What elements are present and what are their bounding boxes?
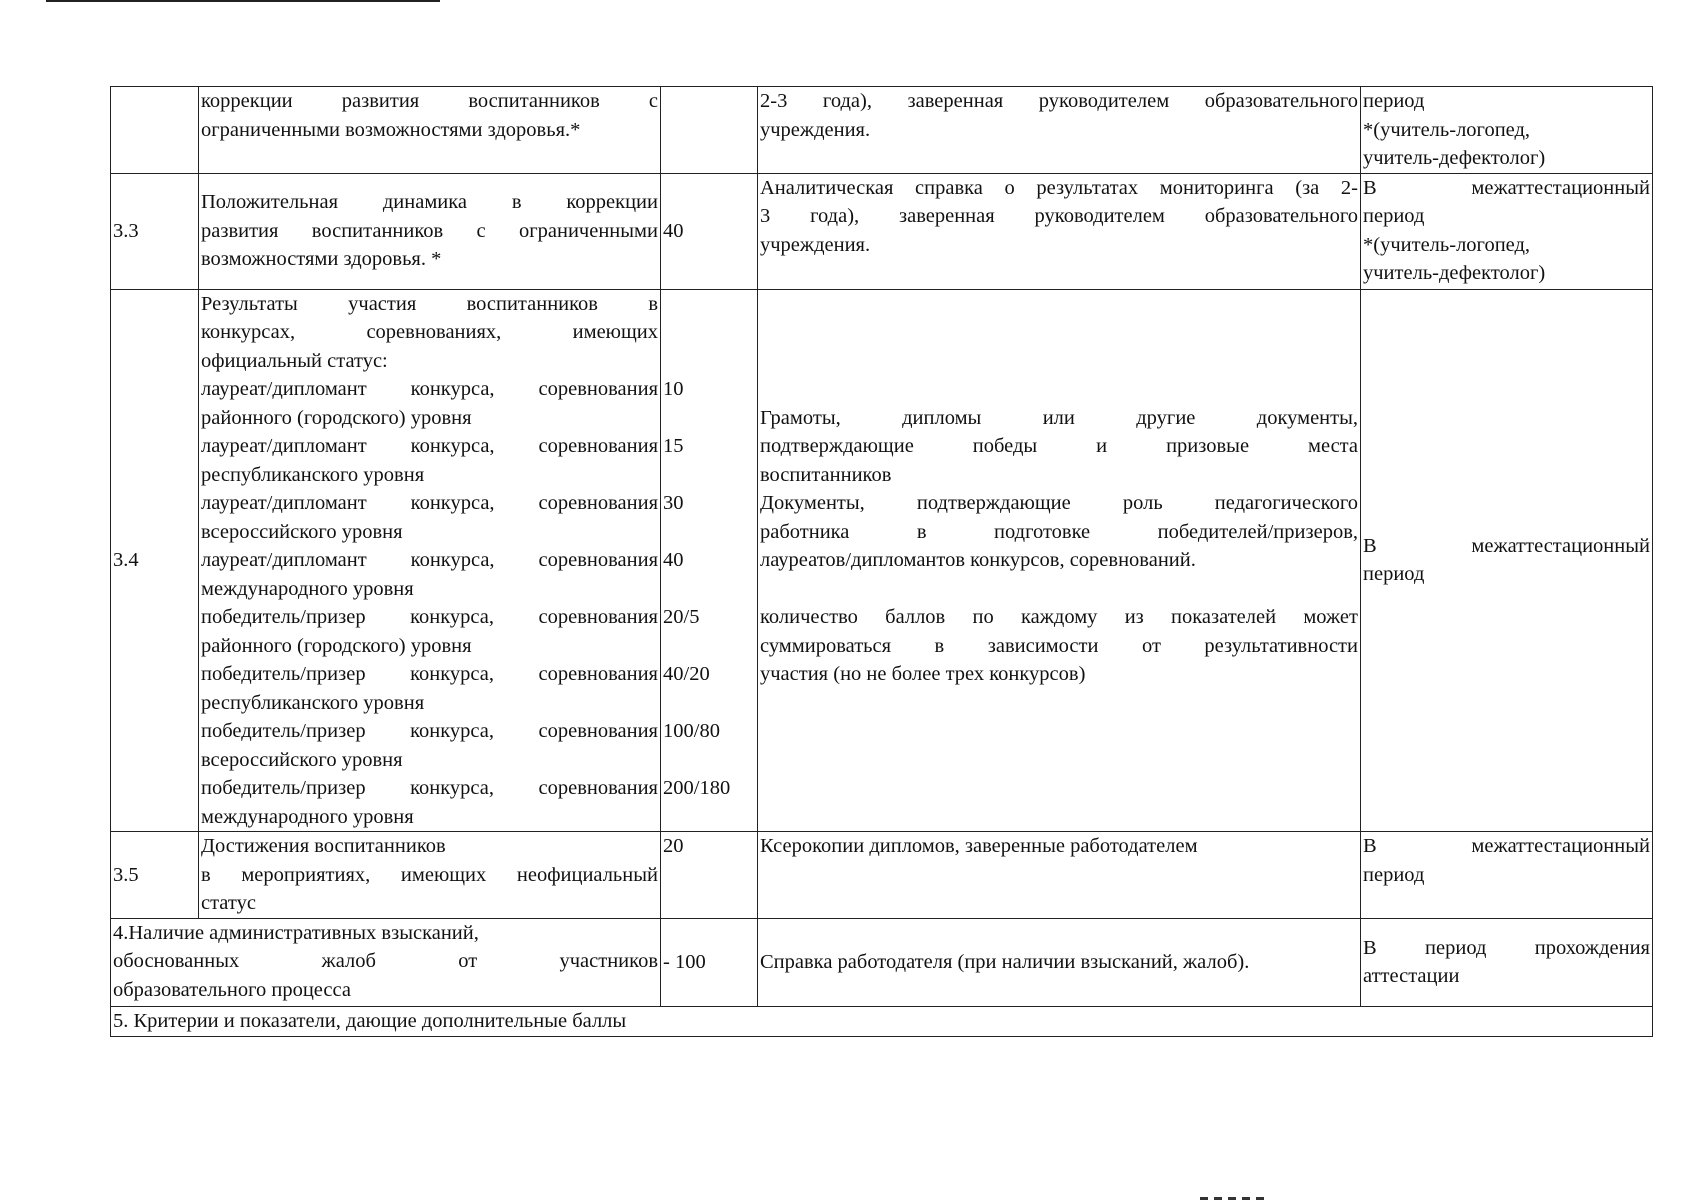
row-number-cell: 3.5 (111, 832, 199, 919)
period-cell: В межаттестационный период *(учитель-логопед, учитель-дефектолог) (1361, 173, 1653, 289)
points-cell: 40 (661, 173, 758, 289)
points-cell: 20 (661, 832, 758, 919)
points-cell (661, 87, 758, 174)
period-cell: период *(учитель-логопед, учитель-дефектолог) (1361, 87, 1653, 174)
section-4-title-cell: 4.Наличие административных взысканий, обоснованных жалоб от участников образовательного процесса (111, 918, 661, 1006)
criterion-cell: Результаты участия воспитанников в конкурсах, соревнованиях, имеющих официальный статус: лауреат/дипломант конкурса, соревнования районного (городского) уровня лауреат/дипломант конкурса, соревнования республиканского уровня лауреат/дипломант конкурса, соревнования всероссийского уровня лауреат/дипломант конкурса, соревнования международного уровня победитель/призер конкурса, соревнования районного (городского) уровня победитель/призер конкурса, соревнования республиканского уровня победитель/призер конкурса, соревнования всероссийского уровня победитель/призер конкурса, соревнования международного уровня (199, 289, 661, 832)
table-row-section-4 (111, 918, 1653, 1006)
points-cell: 10 15 30 40 20/5 40/20 100/80 200/180 (661, 289, 758, 832)
top-rule-line (46, 0, 440, 2)
table-row-section-5 (111, 1006, 1653, 1036)
table-row-3-5 (111, 832, 1653, 919)
section-5-title-cell: 5. Критерии и показатели, дающие дополнительные баллы (111, 1006, 1653, 1036)
section-4-evidence-cell: Справка работодателя (при наличии взысканий, жалоб). (758, 918, 1361, 1006)
criterion-cell: коррекции развития воспитанников с ограниченными возможностями здоровья.* (199, 87, 661, 174)
period-cell: В межаттестационный период (1361, 289, 1653, 832)
evidence-cell: Аналитическая справка о результатах мониторинга (за 2- 3 года), заверенная руководителем образовательного учреждения. (758, 173, 1361, 289)
row-number-cell: 3.4 (111, 289, 199, 832)
row-number-cell (111, 87, 199, 174)
criteria-table (110, 86, 1653, 1037)
evidence-cell: Ксерокопии дипломов, заверенные работодателем (758, 832, 1361, 919)
section-4-points-cell: - 100 (661, 918, 758, 1006)
row-number-cell: 3.3 (111, 173, 199, 289)
evidence-cell: Грамоты, дипломы или другие документы, подтверждающие победы и призовые места воспитанников Документы, подтверждающие роль педагогического работника в подготовке победителей/призеров, лауреатов/дипломантов конкурсов, соревнований. количество баллов по каждому из показателей может суммироваться в зависимости от результативности участия (но не более трех конкурсов) (758, 289, 1361, 832)
table-row-3-3 (111, 173, 1653, 289)
table-row-3-4 (111, 289, 1653, 832)
criterion-cell: Положительная динамика в коррекции развития воспитанников с ограниченными возможностями здоровья. * (199, 173, 661, 289)
evidence-cell: 2-3 года), заверенная руководителем образовательного учреждения. (758, 87, 1361, 174)
period-cell: В межаттестационный период (1361, 832, 1653, 919)
section-4-period-cell: В период прохождения аттестации (1361, 918, 1653, 1006)
table-row-continuation (111, 87, 1653, 174)
criterion-cell: Достижения воспитанников в мероприятиях, имеющих неофициальный статус (199, 832, 661, 919)
